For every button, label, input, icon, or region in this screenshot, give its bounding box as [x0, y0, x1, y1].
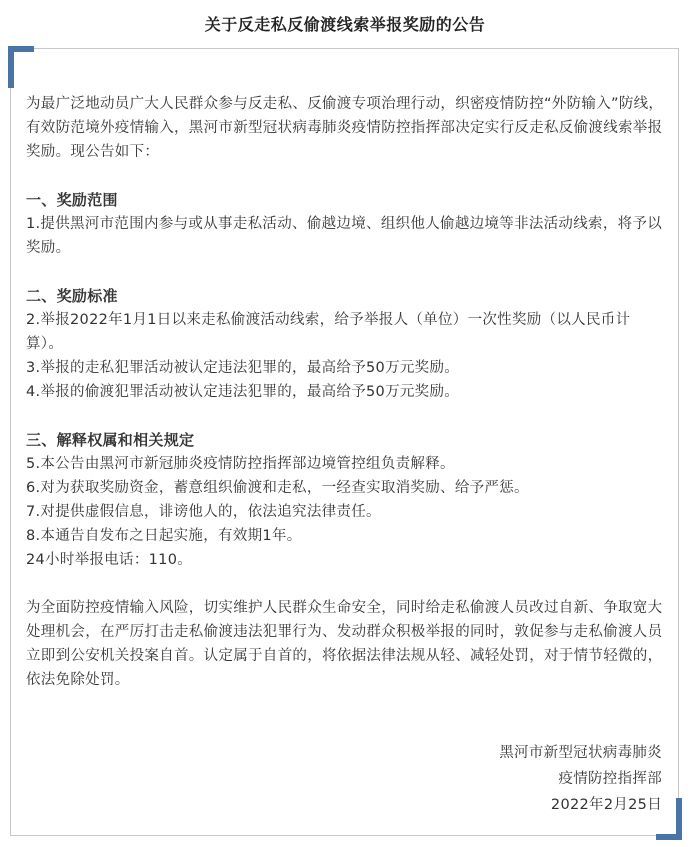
list-item: 4.举报的偷渡犯罪活动被认定违法犯罪的，最高给予50万元奖励。: [26, 384, 460, 400]
section-heading-reward-scope: 一、奖励范围: [26, 191, 118, 209]
section-heading-interpretation: 三、解释权属和相关规定: [26, 431, 195, 449]
corner-decoration-bottom-right-vertical: [676, 798, 682, 840]
list-item: 6.对为获取奖励资金，蓄意组织偷渡和走私，一经查实取消奖励、给予严惩。: [26, 480, 529, 496]
list-item: 1.提供黑河市范围内参与或从事走私活动、偷越边境、组织他人偷越边境等非法活动线索，将予以奖励。: [26, 216, 663, 256]
list-item: 5.本公告由黑河市新冠肺炎疫情防控指挥部边境管控组负责解释。: [26, 456, 455, 472]
list-item: 7.对提供虚假信息，诽谤他人的，依法追究法律责任。: [26, 504, 381, 520]
signature-organization-line1: 黑河市新型冠状病毒肺炎: [499, 745, 662, 761]
signature-organization-line2: 疫情防控指挥部: [558, 771, 662, 787]
signature-date: 2022年2月25日: [550, 797, 662, 813]
corner-decoration-top-left-vertical: [8, 46, 14, 88]
list-item: 2.举报2022年1月1日以来走私偷渡活动线索，给予举报人（单位）一次性奖励（以人民币计算）。: [26, 312, 631, 352]
hotline-text: 24小时举报电话：110。: [26, 552, 193, 568]
intro-paragraph: 为最广泛地动员广大人民群众参与反走私、反偷渡专项治理行动，织密疫情防控“外防输入”防线，有效防范境外疫情输入，黑河市新型冠状病毒肺炎疫情防控指挥部决定实行反走私反偷渡线索举报奖励。现公告如下：: [26, 96, 664, 160]
section-heading-reward-standard: 二、奖励标准: [26, 287, 118, 305]
page-title: 关于反走私反偷渡线索举报奖励的公告: [204, 15, 486, 34]
signature-block: [499, 740, 662, 818]
list-item: 3.举报的走私犯罪活动被认定违法犯罪的，最高给予50万元奖励。: [26, 360, 460, 376]
announcement-body: [26, 92, 666, 692]
list-item: 8.本通告自发布之日起实施，有效期1年。: [26, 528, 302, 544]
closing-paragraph: 为全面防控疫情输入风险，切实维护人民群众生命安全，同时给走私偷渡人员改过自新、争取宽大处理机会，在严厉打击走私偷渡违法犯罪行为、发动群众积极举报的同时，敦促参与走私偷渡人员立即到公安机关投案自首。认定属于自首的，将依据法律法规从轻、减轻处罚，对于情节轻微的，依法免除处罚。: [26, 600, 663, 688]
